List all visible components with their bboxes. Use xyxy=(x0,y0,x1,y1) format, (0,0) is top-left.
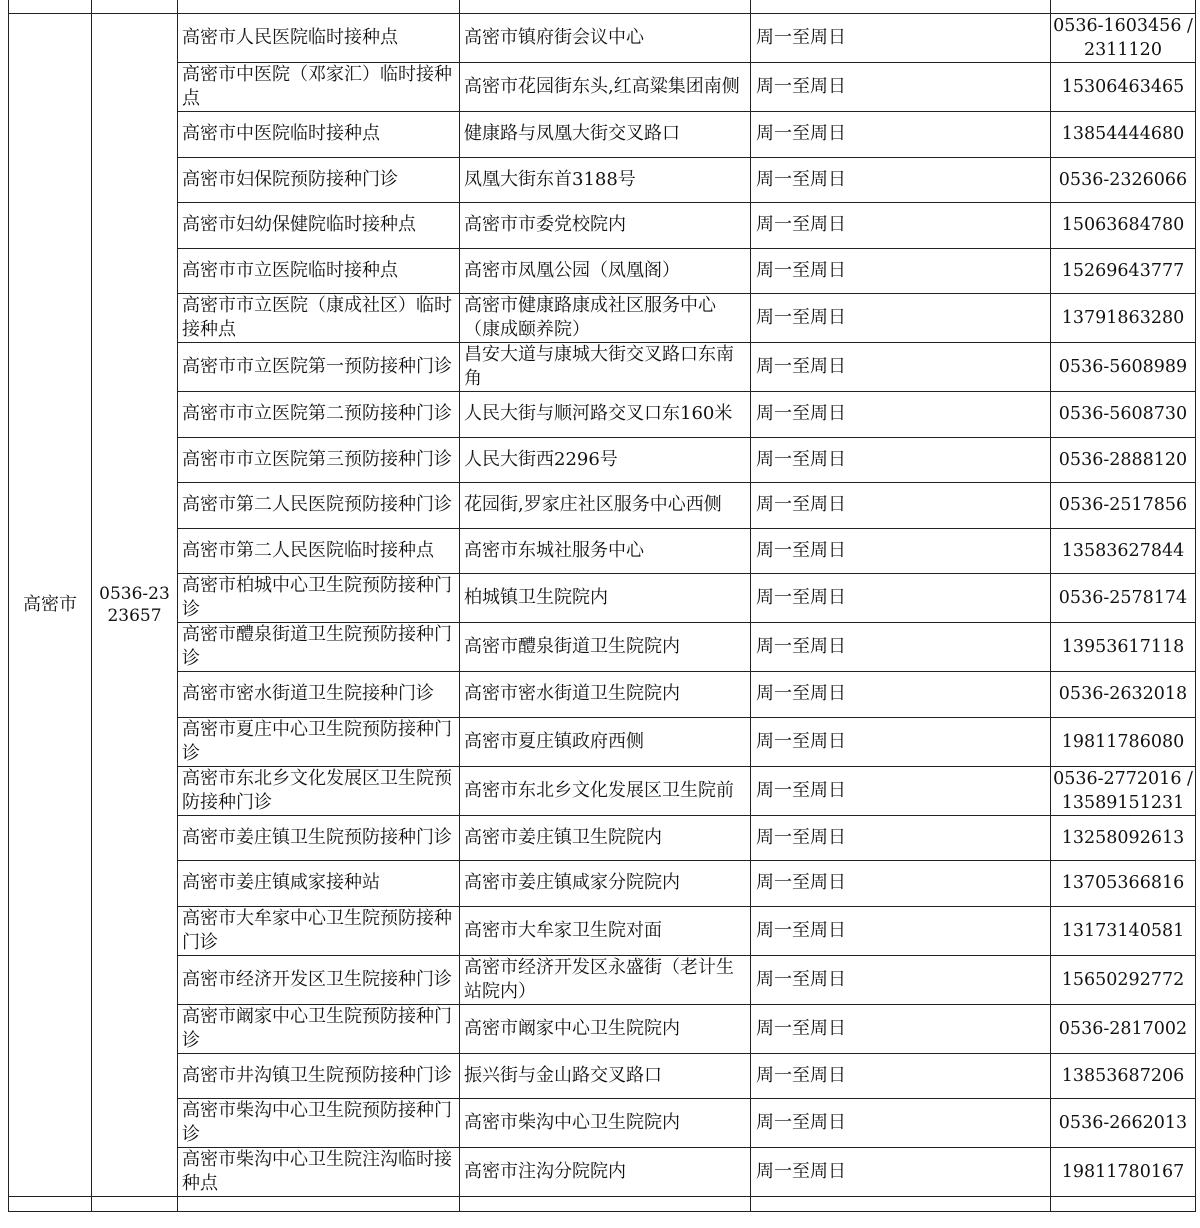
service-hours-cell: 周一至周日 xyxy=(751,1099,1051,1148)
contact-phone-cell: 15269643777 xyxy=(1051,248,1196,294)
table-row xyxy=(9,766,1196,815)
service-hours-cell: 周一至周日 xyxy=(751,483,1051,529)
site-name-cell: 高密市中医院临时接种点 xyxy=(178,112,460,158)
site-address-cell: 高密市大牟家卫生院对面 xyxy=(460,906,751,955)
site-address-cell: 凤凰大街东首3188号 xyxy=(460,157,751,203)
site-name-cell: 高密市中医院（邓家汇）临时接种点 xyxy=(178,63,460,112)
table-row xyxy=(9,623,1196,672)
contact-phone-cell: 0536-2817002 xyxy=(1051,1004,1196,1053)
table-row xyxy=(9,437,1196,483)
contact-phone-cell: 15306463465 xyxy=(1051,63,1196,112)
service-hours-cell: 周一至周日 xyxy=(751,248,1051,294)
service-hours-cell: 周一至周日 xyxy=(751,623,1051,672)
service-hours-cell: 周一至周日 xyxy=(751,63,1051,112)
site-address-cell: 高密市醴泉街道卫生院院内 xyxy=(460,623,751,672)
site-address-cell: 花园街,罗家庄社区服务中心西侧 xyxy=(460,483,751,529)
hotline-cell: 0536-2323657 xyxy=(92,14,178,1197)
site-name-cell: 高密市妇幼保健院临时接种点 xyxy=(178,203,460,249)
site-name-cell: 高密市姜庄镇卫生院预防接种门诊 xyxy=(178,815,460,861)
table-row xyxy=(9,63,1196,112)
site-name-cell: 高密市柴沟中心卫生院预防接种门诊 xyxy=(178,1099,460,1148)
contact-phone-cell: 19811786080 xyxy=(1051,717,1196,766)
contact-phone-cell: 0536-2578174 xyxy=(1051,574,1196,623)
site-address-cell: 高密市经济开发区永盛街（老计生站院内） xyxy=(460,955,751,1004)
contact-phone-cell: 0536-1603456 /2311120 xyxy=(1051,14,1196,63)
contact-phone-cell: 0536-2517856 xyxy=(1051,483,1196,529)
table-body xyxy=(9,0,1196,1212)
table-cell xyxy=(751,1197,1051,1212)
service-hours-cell: 周一至周日 xyxy=(751,437,1051,483)
table-row xyxy=(9,574,1196,623)
table-cell xyxy=(460,0,751,14)
site-address-cell: 高密市花园街东头,红高粱集团南侧 xyxy=(460,63,751,112)
contact-phone-cell: 13583627844 xyxy=(1051,528,1196,574)
service-hours-cell: 周一至周日 xyxy=(751,861,1051,907)
table-row xyxy=(9,483,1196,529)
table-row xyxy=(9,1004,1196,1053)
service-hours-cell: 周一至周日 xyxy=(751,343,1051,392)
table-row xyxy=(9,392,1196,438)
contact-phone-cell: 0536-2888120 xyxy=(1051,437,1196,483)
table-row xyxy=(9,906,1196,955)
site-name-cell: 高密市市立医院第一预防接种门诊 xyxy=(178,343,460,392)
service-hours-cell: 周一至周日 xyxy=(751,1053,1051,1099)
site-address-cell: 高密市健康路康成社区服务中心（康成颐养院） xyxy=(460,294,751,343)
site-address-cell: 高密市姜庄镇卫生院院内 xyxy=(460,815,751,861)
site-address-cell: 人民大街与顺河路交叉口东160米 xyxy=(460,392,751,438)
service-hours-cell: 周一至周日 xyxy=(751,528,1051,574)
site-name-cell: 高密市东北乡文化发展区卫生院预防接种门诊 xyxy=(178,766,460,815)
site-name-cell: 高密市市立医院（康成社区）临时接种点 xyxy=(178,294,460,343)
table-cell xyxy=(178,1197,460,1212)
service-hours-cell: 周一至周日 xyxy=(751,672,1051,718)
vaccination-sites-table xyxy=(8,0,1196,1212)
table-row xyxy=(9,112,1196,158)
site-address-cell: 高密市注沟分院院内 xyxy=(460,1148,751,1197)
site-name-cell: 高密市阚家中心卫生院预防接种门诊 xyxy=(178,1004,460,1053)
site-address-cell: 高密市市委党校院内 xyxy=(460,203,751,249)
table-row xyxy=(9,343,1196,392)
table-row xyxy=(9,955,1196,1004)
table-cell xyxy=(1051,0,1196,14)
table-row xyxy=(9,861,1196,907)
table-cell xyxy=(92,1197,178,1212)
site-address-cell: 高密市东北乡文化发展区卫生院前 xyxy=(460,766,751,815)
site-name-cell: 高密市人民医院临时接种点 xyxy=(178,14,460,63)
contact-phone-cell: 15063684780 xyxy=(1051,203,1196,249)
contact-phone-cell: 0536-2662013 xyxy=(1051,1099,1196,1148)
site-address-cell: 高密市凤凰公园（凤凰阁） xyxy=(460,248,751,294)
service-hours-cell: 周一至周日 xyxy=(751,157,1051,203)
contact-phone-cell: 0536-2772016 /13589151231 xyxy=(1051,766,1196,815)
site-address-cell: 高密市镇府街会议中心 xyxy=(460,14,751,63)
site-name-cell: 高密市市立医院第三预防接种门诊 xyxy=(178,437,460,483)
contact-phone-cell: 15650292772 xyxy=(1051,955,1196,1004)
contact-phone-cell: 13173140581 xyxy=(1051,906,1196,955)
contact-phone-cell: 13705366816 xyxy=(1051,861,1196,907)
service-hours-cell: 周一至周日 xyxy=(751,112,1051,158)
table-row xyxy=(9,294,1196,343)
table-cell xyxy=(460,1197,751,1212)
table-cell xyxy=(178,0,460,14)
table-row xyxy=(9,203,1196,249)
site-name-cell: 高密市妇保院预防接种门诊 xyxy=(178,157,460,203)
site-address-cell: 高密市密水街道卫生院院内 xyxy=(460,672,751,718)
site-name-cell: 高密市井沟镇卫生院预防接种门诊 xyxy=(178,1053,460,1099)
contact-phone-cell: 13791863280 xyxy=(1051,294,1196,343)
service-hours-cell: 周一至周日 xyxy=(751,574,1051,623)
table-row xyxy=(9,815,1196,861)
site-name-cell: 高密市夏庄中心卫生院预防接种门诊 xyxy=(178,717,460,766)
table-row-stub-top xyxy=(9,0,1196,14)
site-address-cell: 昌安大道与康城大街交叉路口东南角 xyxy=(460,343,751,392)
table-row xyxy=(9,672,1196,718)
contact-phone-cell: 0536-5608730 xyxy=(1051,392,1196,438)
site-address-cell: 健康路与凤凰大街交叉路口 xyxy=(460,112,751,158)
table-cell xyxy=(9,0,92,14)
site-address-cell: 柏城镇卫生院院内 xyxy=(460,574,751,623)
site-name-cell: 高密市醴泉街道卫生院预防接种门诊 xyxy=(178,623,460,672)
table-cell xyxy=(1051,1197,1196,1212)
table-row xyxy=(9,157,1196,203)
table-cell xyxy=(751,0,1051,14)
site-name-cell: 高密市密水街道卫生院接种门诊 xyxy=(178,672,460,718)
service-hours-cell: 周一至周日 xyxy=(751,766,1051,815)
service-hours-cell: 周一至周日 xyxy=(751,14,1051,63)
site-address-cell: 高密市姜庄镇咸家分院院内 xyxy=(460,861,751,907)
site-name-cell: 高密市姜庄镇咸家接种站 xyxy=(178,861,460,907)
site-name-cell: 高密市第二人民医院临时接种点 xyxy=(178,528,460,574)
contact-phone-cell: 0536-5608989 xyxy=(1051,343,1196,392)
contact-phone-cell: 13854444680 xyxy=(1051,112,1196,158)
table-row xyxy=(9,1053,1196,1099)
service-hours-cell: 周一至周日 xyxy=(751,1148,1051,1197)
table-cell xyxy=(9,1197,92,1212)
site-name-cell: 高密市柏城中心卫生院预防接种门诊 xyxy=(178,574,460,623)
site-name-cell: 高密市市立医院第二预防接种门诊 xyxy=(178,392,460,438)
service-hours-cell: 周一至周日 xyxy=(751,815,1051,861)
table-row xyxy=(9,717,1196,766)
site-name-cell: 高密市市立医院临时接种点 xyxy=(178,248,460,294)
contact-phone-cell: 0536-2326066 xyxy=(1051,157,1196,203)
contact-phone-cell: 19811780167 xyxy=(1051,1148,1196,1197)
service-hours-cell: 周一至周日 xyxy=(751,717,1051,766)
contact-phone-cell: 13258092613 xyxy=(1051,815,1196,861)
site-address-cell: 高密市夏庄镇政府西侧 xyxy=(460,717,751,766)
service-hours-cell: 周一至周日 xyxy=(751,955,1051,1004)
site-address-cell: 人民大街西2296号 xyxy=(460,437,751,483)
service-hours-cell: 周一至周日 xyxy=(751,203,1051,249)
site-name-cell: 高密市经济开发区卫生院接种门诊 xyxy=(178,955,460,1004)
service-hours-cell: 周一至周日 xyxy=(751,906,1051,955)
service-hours-cell: 周一至周日 xyxy=(751,1004,1051,1053)
table-cell xyxy=(92,0,178,14)
site-name-cell: 高密市柴沟中心卫生院注沟临时接种点 xyxy=(178,1148,460,1197)
site-address-cell: 高密市柴沟中心卫生院院内 xyxy=(460,1099,751,1148)
table-row xyxy=(9,248,1196,294)
site-address-cell: 振兴街与金山路交叉路口 xyxy=(460,1053,751,1099)
table-row xyxy=(9,1148,1196,1197)
service-hours-cell: 周一至周日 xyxy=(751,392,1051,438)
site-name-cell: 高密市第二人民医院预防接种门诊 xyxy=(178,483,460,529)
table-row xyxy=(9,1099,1196,1148)
district-cell: 高密市 xyxy=(9,14,92,1197)
service-hours-cell: 周一至周日 xyxy=(751,294,1051,343)
contact-phone-cell: 0536-2632018 xyxy=(1051,672,1196,718)
site-address-cell: 高密市东城社服务中心 xyxy=(460,528,751,574)
contact-phone-cell: 13853687206 xyxy=(1051,1053,1196,1099)
table-row-stub-bottom xyxy=(9,1197,1196,1212)
site-address-cell: 高密市阚家中心卫生院院内 xyxy=(460,1004,751,1053)
site-name-cell: 高密市大牟家中心卫生院预防接种门诊 xyxy=(178,906,460,955)
table-row xyxy=(9,14,1196,63)
contact-phone-cell: 13953617118 xyxy=(1051,623,1196,672)
table-row xyxy=(9,528,1196,574)
